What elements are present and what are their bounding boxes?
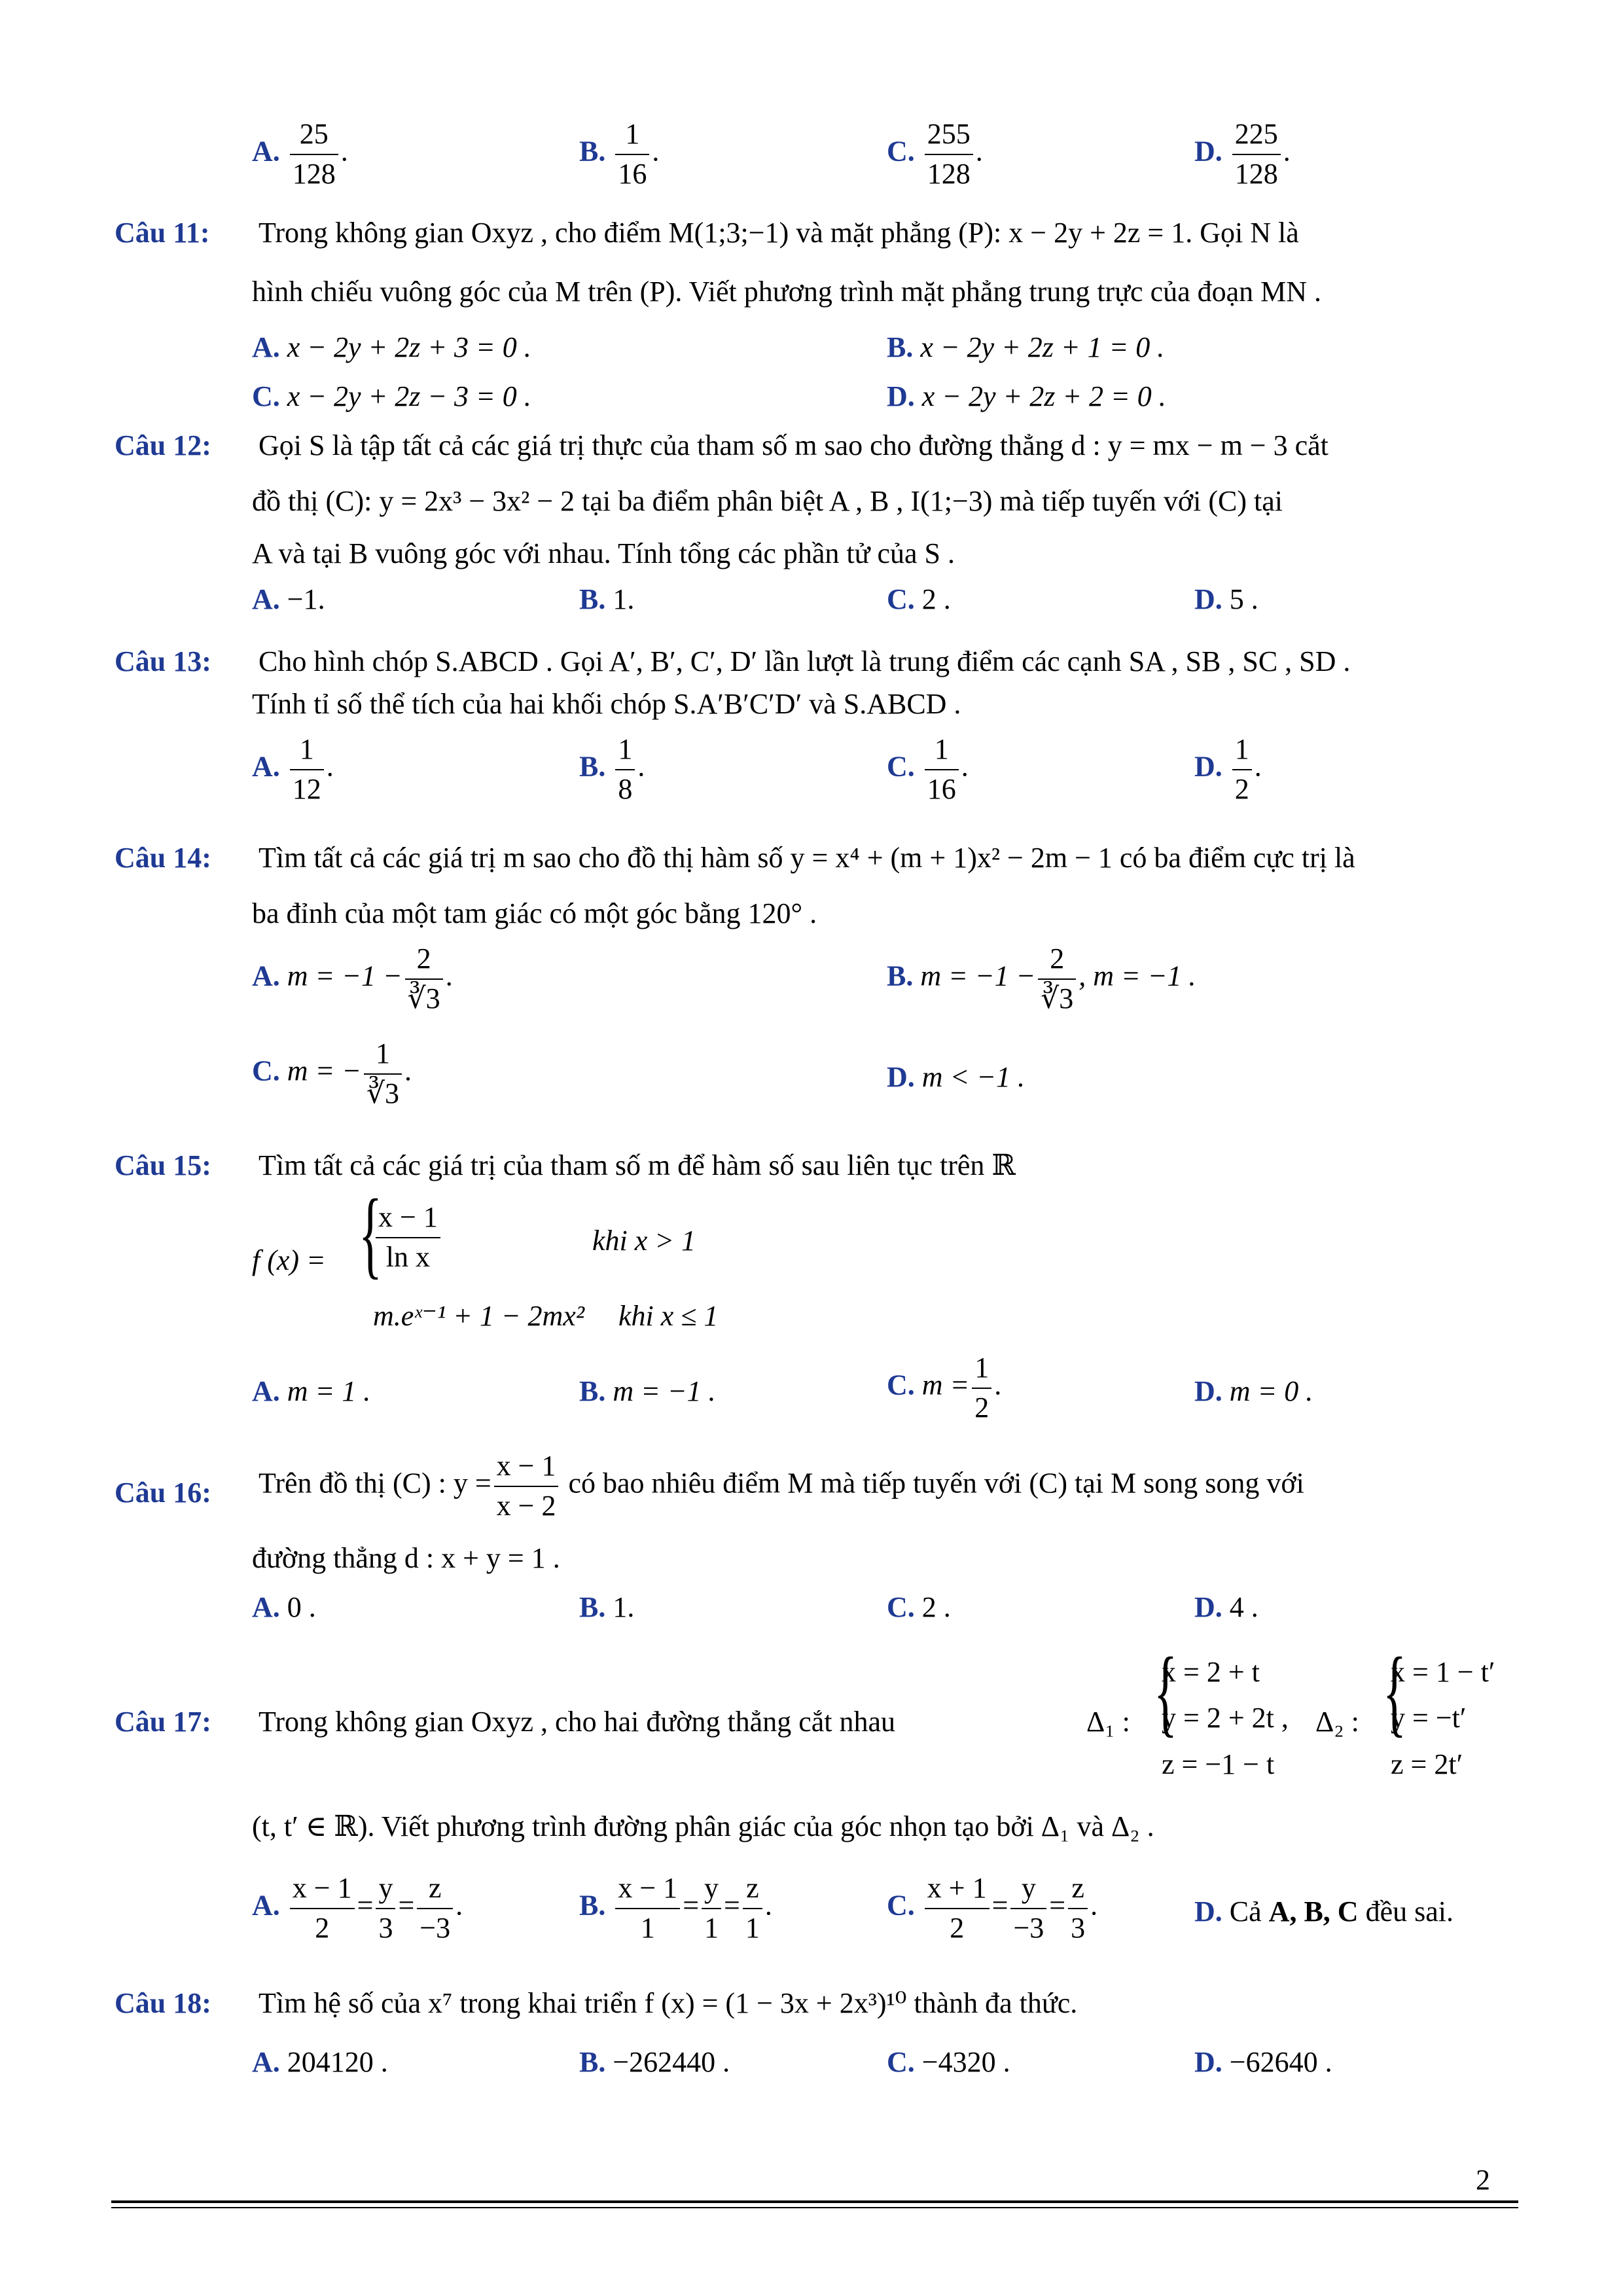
numerator: x + 1 <box>925 1872 990 1909</box>
option-text: m = <box>921 1369 970 1401</box>
fraction <box>1038 942 1076 1015</box>
option-text: m < −1 . <box>921 1061 1025 1093</box>
fraction <box>494 1450 559 1522</box>
q18-option-a[interactable] <box>252 2045 388 2079</box>
denominator: ∛3 <box>1041 982 1074 1014</box>
denominator: 1 <box>704 1911 719 1944</box>
case-expression: m.eˣ⁻¹ + 1 − 2mx² <box>373 1300 585 1332</box>
option-label: B. <box>887 960 914 992</box>
equation-row: z = 2t′ <box>1391 1748 1463 1780</box>
question-label: Câu 18: <box>115 1987 211 2019</box>
q12-option-b[interactable] <box>579 583 634 616</box>
q17-option-c[interactable]: C. $\frac{x + 1}{2}$ = $\frac{y}{-3}$ = $\frac{z}{3}$ . <box>887 1872 1098 1944</box>
q11-option-c[interactable] <box>252 380 531 413</box>
fraction <box>615 118 649 190</box>
question-label: Câu 11: <box>115 217 210 249</box>
numerator: 1 <box>290 733 324 770</box>
option-text: 1. <box>613 583 635 615</box>
question-text: A và tại B vuông góc với nhau. Tính tổng các phần tử của S . <box>252 537 955 569</box>
q12-option-d[interactable] <box>1194 583 1258 616</box>
fraction <box>290 1872 355 1945</box>
piecewise-case-1 <box>373 1201 443 1274</box>
option-label: C. <box>887 1889 915 1922</box>
brace-icon: { <box>359 1179 382 1288</box>
equation-row: z = −1 − t <box>1162 1748 1275 1780</box>
option-label: A. <box>252 1591 280 1623</box>
numerator: 1 <box>615 118 649 155</box>
numerator: x − 1 <box>376 1201 440 1238</box>
brace-icon: { <box>1383 1638 1406 1746</box>
option-label: A. <box>252 1889 280 1922</box>
line-name: Δ₂ : <box>1315 1706 1359 1738</box>
q16-option-c[interactable] <box>887 1590 951 1624</box>
fraction <box>1068 1872 1088 1945</box>
numerator: 1 <box>972 1352 991 1389</box>
piecewise-case-2 <box>373 1299 584 1333</box>
condition-text: khi x ≤ 1 <box>618 1300 719 1332</box>
q10-option-d[interactable]: D. $\frac{225}{128}$ . <box>1194 118 1291 190</box>
q15-option-c[interactable]: C. m = $\frac{1}{2}$ . <box>887 1352 1002 1424</box>
option-text: x − 2y + 2z − 3 = 0 . <box>287 380 531 412</box>
q16-option-d[interactable] <box>1194 1590 1258 1624</box>
option-label: C. <box>887 135 915 168</box>
q18-option-d[interactable] <box>1194 2045 1332 2079</box>
question-label: Câu 12: <box>115 429 211 461</box>
piecewise-lhs <box>252 1244 326 1277</box>
question-text <box>259 1450 1304 1522</box>
text-segment: Trên đồ thị (C) : y = <box>259 1467 491 1499</box>
option-label: C. <box>252 380 280 412</box>
denominator: 16 <box>618 157 647 190</box>
fraction <box>1010 1872 1046 1945</box>
q13-option-a[interactable]: A. $\frac{1}{12}$ . <box>252 733 334 805</box>
q18-option-c[interactable] <box>887 2045 1010 2079</box>
option-label: A. <box>252 1375 280 1407</box>
option-label: C. <box>887 2046 915 2078</box>
question-label: Câu 15: <box>115 1149 211 1181</box>
function-name: f (x) = <box>252 1244 326 1276</box>
equation-row: y = 2 + 2t , <box>1162 1702 1289 1734</box>
case-1-condition <box>592 1224 696 1257</box>
question-label: Câu 13: <box>115 645 211 677</box>
numerator: x − 1 <box>494 1450 559 1487</box>
denominator: 1 <box>745 1911 760 1944</box>
delta2-name <box>1315 1705 1359 1738</box>
denominator: 1 <box>640 1911 655 1944</box>
numerator: z <box>417 1872 453 1909</box>
option-text: 204120 . <box>287 2046 388 2078</box>
q14-option-b[interactable] <box>887 942 1196 1015</box>
option-text: −1. <box>287 583 325 615</box>
option-label: A. <box>252 135 280 168</box>
option-label: C. <box>887 1591 915 1623</box>
numerator: 2 <box>1038 942 1076 980</box>
fraction <box>615 1872 680 1945</box>
denominator: ∛3 <box>366 1077 399 1109</box>
denominator: ln x <box>385 1240 431 1273</box>
q15-option-a[interactable] <box>252 1374 370 1408</box>
option-text: đều sai. <box>1365 1895 1454 1928</box>
option-label: D. <box>1194 135 1222 168</box>
fraction <box>290 733 324 806</box>
option-text: 2 . <box>921 1591 951 1623</box>
option-label: B. <box>579 583 606 615</box>
q15-option-d[interactable] <box>1194 1374 1313 1408</box>
numerator: 1 <box>364 1037 402 1075</box>
option-label: B. <box>579 135 606 168</box>
numerator: z <box>1068 1872 1088 1909</box>
numerator: 1 <box>615 733 635 770</box>
q13-option-c[interactable]: C. $\frac{1}{16}$ . <box>887 733 969 805</box>
option-text: 2 . <box>921 583 951 615</box>
numerator: 2 <box>405 942 443 980</box>
fraction <box>376 1872 395 1945</box>
q10-option-a[interactable]: A. $\frac{25}{128}$ . <box>252 118 348 190</box>
denominator: 12 <box>292 772 321 805</box>
q12-option-c[interactable] <box>887 583 951 616</box>
q14-option-d[interactable] <box>887 1060 1025 1094</box>
option-label: D. <box>1194 1895 1222 1928</box>
question-text: Tìm tất cả các giá trị m sao cho đồ thị hàm số y = x⁴ + (m + 1)x² − 2m − 1 có ba điểm cực trị là <box>259 842 1355 874</box>
option-label: D. <box>1194 2046 1222 2078</box>
denominator: 2 <box>950 1911 965 1944</box>
option-text: m = −1 − <box>920 960 1036 992</box>
question-label: Câu 17: <box>115 1706 211 1738</box>
question-label: Câu 16: <box>115 1477 211 1509</box>
q17-option-b[interactable]: B. $\frac{x - 1}{1}$ = $\frac{y}{1}$ = $\frac{z}{1}$ . <box>579 1872 772 1944</box>
option-text: −62640 . <box>1229 2046 1332 2078</box>
option-label: D. <box>887 1061 915 1093</box>
denominator: ∛3 <box>407 982 440 1014</box>
numerator: x − 1 <box>615 1872 680 1909</box>
numerator: 255 <box>925 118 973 155</box>
option-text: x − 2y + 2z + 3 = 0 . <box>287 331 531 363</box>
fraction <box>290 118 338 190</box>
option-label: A. <box>252 583 280 615</box>
page-number: 2 <box>1476 2164 1490 2196</box>
q16-option-a[interactable] <box>252 1590 316 1624</box>
option-label: D. <box>1194 583 1222 615</box>
equation-row: x = 1 − t′ <box>1391 1656 1495 1688</box>
denominator: 16 <box>927 772 956 805</box>
option-label: B. <box>579 1889 606 1922</box>
fraction <box>615 733 635 806</box>
fraction <box>925 733 959 806</box>
option-text: −4320 . <box>921 2046 1010 2078</box>
delta2-system <box>1391 1649 1495 1787</box>
numerator: y <box>376 1872 395 1909</box>
q14-option-c[interactable]: C. m = − $\frac{1}{∛3}$ . <box>252 1037 412 1109</box>
fraction <box>1232 733 1252 806</box>
option-label: B. <box>579 750 606 783</box>
denominator: 8 <box>618 772 633 805</box>
equation-row: x = 2 + t <box>1162 1656 1260 1688</box>
option-text: −262440 . <box>613 2046 730 2078</box>
question-text: Tính tỉ số thể tích của hai khối chóp S.A′B′C′D′ và S.ABCD . <box>252 688 961 720</box>
q15-option-b[interactable] <box>579 1374 716 1408</box>
denominator: 128 <box>927 157 971 190</box>
option-label: A. <box>252 750 280 783</box>
denominator: x − 2 <box>496 1489 556 1522</box>
option-text: m = −1 . <box>613 1375 716 1407</box>
question-text: ba đỉnh của một tam giác có một góc bằng 120° . <box>252 897 817 929</box>
option-text: x − 2y + 2z + 1 = 0 . <box>920 331 1165 363</box>
option-label: C. <box>252 1054 280 1087</box>
q17-option-d[interactable] <box>1194 1895 1454 1928</box>
q13-option-b[interactable]: B. $\frac{1}{8}$ . <box>579 733 645 805</box>
option-text: x − 2y + 2z + 2 = 0 . <box>921 380 1166 412</box>
option-text-bold: A, B, C <box>1268 1895 1359 1928</box>
denominator: 128 <box>292 157 336 190</box>
numerator: y <box>1010 1872 1046 1909</box>
equation-row: y = −t′ <box>1391 1702 1467 1734</box>
question-text: đồ thị (C): y = 2x³ − 3x² − 2 tại ba điểm phân biệt A , B , I(1;−3) mà tiếp tuyến với (C) tại <box>252 485 1283 517</box>
numerator: 25 <box>290 118 338 155</box>
footer-rule-thin <box>111 2207 1518 2208</box>
option-label: C. <box>887 750 915 783</box>
delta1-system <box>1162 1649 1289 1787</box>
q14-option-a[interactable]: A. m = −1 − $\frac{2}{∛3}$ . <box>252 942 453 1014</box>
fraction <box>376 1201 440 1274</box>
question-text: Cho hình chóp S.ABCD . Gọi A′, B′, C′, D′ lần lượt là trung điểm các cạnh SA , SB , SC , SD . <box>259 645 1351 677</box>
fraction <box>743 1872 762 1945</box>
option-label: B. <box>887 331 914 363</box>
option-text: m = 1 . <box>287 1375 371 1407</box>
brace-icon: { <box>1154 1638 1177 1746</box>
denominator: 2 <box>315 1911 330 1944</box>
question-text: đường thẳng d : x + y = 1 . <box>252 1542 560 1574</box>
fraction <box>364 1037 402 1110</box>
question-text: hình chiếu vuông góc của M trên (P). Viết phương trình mặt phẳng trung trực của đoạn MN . <box>252 276 1322 308</box>
denominator: 3 <box>1071 1911 1086 1944</box>
option-label: D. <box>1194 1591 1222 1623</box>
footer-rule-thick <box>111 2200 1518 2203</box>
option-label: B. <box>579 1375 606 1407</box>
fraction <box>1232 118 1281 190</box>
q10-option-b[interactable]: B. $\frac{1}{16}$ . <box>579 118 660 190</box>
q13-option-d[interactable]: D. $\frac{1}{2}$ . <box>1194 733 1262 805</box>
denominator: −3 <box>1013 1911 1044 1944</box>
q11-option-d[interactable] <box>887 380 1166 413</box>
option-text: 5 . <box>1229 583 1258 615</box>
option-text: m = −1 − <box>287 960 402 992</box>
fraction <box>972 1352 991 1424</box>
question-text: (t, t′ ∈ ℝ). Viết phương trình đường phân giác của góc nhọn tạo bởi Δ₁ và Δ₂ . <box>252 1810 1154 1842</box>
denominator: 128 <box>1234 157 1278 190</box>
case-2-condition <box>618 1299 718 1333</box>
q16-option-b[interactable] <box>579 1590 634 1624</box>
numerator: 1 <box>1232 733 1252 770</box>
text-segment: có bao nhiêu điểm M mà tiếp tuyến với (C) tại M song song với <box>568 1467 1304 1499</box>
fraction <box>925 118 973 190</box>
option-text: , m = −1 . <box>1079 960 1196 992</box>
option-label: A. <box>252 2046 280 2078</box>
option-label: A. <box>252 331 280 363</box>
question-text: Trong không gian Oxyz , cho điểm M(1;3;−1) và mặt phẳng (P): x − 2y + 2z = 1. Gọi N là <box>259 217 1299 249</box>
option-label: B. <box>579 1591 606 1623</box>
fraction <box>405 942 443 1015</box>
option-text: 0 . <box>287 1591 316 1623</box>
denominator: 3 <box>378 1911 393 1944</box>
fraction <box>702 1872 721 1945</box>
option-label: A. <box>252 960 280 992</box>
question-label: Câu 14: <box>115 842 211 874</box>
question-text: Tìm tất cả các giá trị của tham số m để hàm số sau liên tục trên ℝ <box>259 1149 1016 1181</box>
numerator: 1 <box>925 733 959 770</box>
denominator: 2 <box>1234 772 1249 805</box>
numerator: z <box>743 1872 762 1909</box>
delta1-name <box>1086 1705 1130 1738</box>
fraction <box>417 1872 453 1945</box>
denominator: 2 <box>974 1391 990 1424</box>
option-text: m = 0 . <box>1229 1375 1313 1407</box>
q11-option-a[interactable] <box>252 331 531 364</box>
condition-text: khi x > 1 <box>592 1225 696 1257</box>
option-label: C. <box>887 583 915 615</box>
option-label: D. <box>1194 750 1222 783</box>
numerator: 225 <box>1232 118 1281 155</box>
q10-option-c[interactable]: C. $\frac{255}{128}$ . <box>887 118 983 190</box>
question-text: Trong không gian Oxyz , cho hai đường thẳng cắt nhau <box>259 1706 896 1738</box>
question-text: Tìm hệ số của x⁷ trong khai triển f (x) = (1 − 3x + 2x³)¹⁰ thành đa thức. <box>259 1987 1078 2019</box>
q17-option-a[interactable]: A. $\frac{x - 1}{2}$ = $\frac{y}{3}$ = $\frac{z}{-3}$ . <box>252 1872 463 1944</box>
option-label: D. <box>887 380 915 412</box>
option-text: m = − <box>287 1054 361 1087</box>
question-text: Gọi S là tập tất cả các giá trị thực của tham số m sao cho đường thẳng d : y = mx − m − 3 cắt <box>259 429 1329 461</box>
fraction <box>925 1872 990 1945</box>
option-label: C. <box>887 1369 915 1401</box>
option-label: D. <box>1194 1375 1222 1407</box>
q11-option-b[interactable] <box>887 331 1164 364</box>
q12-option-a[interactable] <box>252 583 325 616</box>
option-text: Cả <box>1229 1895 1262 1928</box>
q18-option-b[interactable] <box>579 2045 730 2079</box>
option-label: B. <box>579 2046 606 2078</box>
denominator: −3 <box>419 1911 451 1944</box>
line-name: Δ₁ : <box>1086 1706 1130 1738</box>
option-text: 4 . <box>1229 1591 1258 1623</box>
numerator: y <box>702 1872 721 1909</box>
option-text: 1. <box>613 1591 635 1623</box>
numerator: x − 1 <box>290 1872 355 1909</box>
